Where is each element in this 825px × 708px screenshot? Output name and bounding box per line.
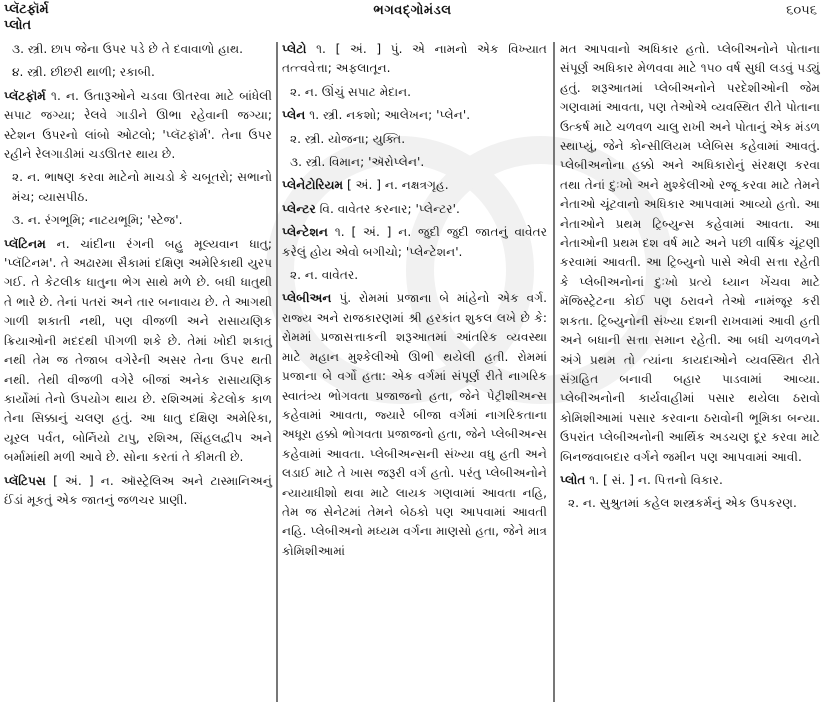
headword: પ્લેબીઅન xyxy=(282,291,332,306)
page-title: ભગવદ્ગોમંડલ xyxy=(373,3,452,18)
dictionary-entry xyxy=(282,40,547,79)
dictionary-entry xyxy=(282,289,547,561)
guide-word-top: પ્લૅટફૉર્મ xyxy=(4,2,49,17)
definition: ૧. સ્ત્રી. નકશો; આલેખન; 'પ્લેન'. xyxy=(305,108,471,123)
headword: પ્લેટો xyxy=(282,42,307,56)
headword: પ્લેન્ટેશન xyxy=(282,225,328,240)
dictionary-entry xyxy=(282,176,547,195)
definition: [ અં. ] ન. ઑસ્ટ્રેલિઅ અને ટાસ્માનિઅનું ઈંડાં મૂકતું એક જાતનું જળચર પ્રાણી. xyxy=(4,473,272,507)
definition: પું. રોમમાં પ્રજાના બે માંહેનો એક વર્ગ. રાજ્ય અને રાજકારણમાં શ્રી હરકાંત શુકલ લખે છે કે: રોમમાં પ્રજાસત્તાકની શરૂઆતમાં આંતરિક વ્યવસ્થા માટે મહાન મુશ્કેલીઓ ઊભી થયેલી હતી. રોમમાં પ્રજાના બે વર્ગો હતા: એક વર્ગમાં સંપૂર્ણ રીતે નાગરિક સ્વાતંત્ર્ય ભોગવતા પ્રજાજનો હતા, જેને પેટ્રીશીઅન્સ કહેવામાં આવતા, જ્યારે બીજા વર્ગમાં નાગરિકતાના અધૂરા હક્કો ભોગવતા પ્રજાજનો હતા, જેને પ્લેબીઅન્સ કહેવામાં આવતા. પ્લેબીઅન્સની સંખ્યા વધુ હતી અને લડાઈ માટે તે ખાસ જરૂરી વર્ગ હતો. પરંતુ પ્લેબીઅનોને ન્યાયાધીશો થવા માટે લાયક ગણવામાં આવતા નહિ, તેમ જ સેનેટમાં તેમને બેઠકો પણ આપવામાં આવતી નહિ. પ્લેબીઅનો મધ્યમ વર્ગના માણસો હતા, જેને માત્ર કોમિશીઆમાં xyxy=(282,291,547,558)
page-header xyxy=(0,0,825,40)
column-divider xyxy=(553,42,555,702)
guide-word-bottom: પ્લોત xyxy=(4,18,32,33)
definition: વિ. વાવેતર કરનાર; 'પ્લેન્ટર'. xyxy=(315,201,460,216)
definition: ૧. ન. ઉતારૂઓને ચડવા ઊતરવા માટે બાંધેલી સપાટ જગ્યા; રેલવે ગાડીને ઊભા રહેવાની જગ્યા; સ્ટેશન ઉપરનો લાંબો ઓટલો; 'પ્લૅટફૉર્મ'. તેના ઉપર રહીને રેલગાડીમાં ચડઊતર થાય છે. xyxy=(4,88,272,162)
headword: પ્લેન xyxy=(282,108,306,123)
sense: ૩. સ્ત્રી. છાપ જેના ઉપર પડે છે તે દવાવાળો હાથ. xyxy=(12,42,244,56)
entry-continuation: મત આપવાનો અધિકાર હતો. પ્લેબીઅનોને પોતાના સંપૂર્ણ અધિકાર મેળવવા માટે ૧૫૦ વર્ષ સુધી લડવું પડ્યું હતું. શરૂઆતમાં પ્લેબીઅનોને પરદેશીઓની જેમ ગણવામાં આવતા, પણ તેઓએ વ્યવસ્થિત રીતે પોતાના ઉત્કર્ષ માટે ચળવળ ચાલુ રાખી અને પોતાનું એક મંડળ સ્થાપ્યું, જેને કોન્સીલિયમ પ્લેબિસ કહેવામાં આવતું. પ્લેબીઅનોના હક્કો અને અધિકારોનું સંરક્ષણ કરવા તથા તેનાં દુઃખો અને મુશ્કેલીઓ રજૂ કરવા માટે તેમને નેતાઓ ચૂંટવાનો અધિકાર આપવામાં આવ્યો હતો. આ નેતાઓને પ્રથમ ટ્રિબ્યુન્સ કહેવામાં આવતા. આ નેતાઓની પ્રથમ દશ વર્ષ માટે અને પછી વાર્ષિક ચૂંટણી કરવામાં આવતી. આ ટ્રિબ્યુનો પાસે એવી સત્તા રહેતી કે પ્લેબીઅનોનાં દુઃખો પ્રત્યે ધ્યાન ખેંચવા માટે મૅજિસ્ટ્રેટના કોઈ પણ ઠરાવને તેઓ નામંજૂર કરી શકતા. ટ્રિબ્યુનોની સંખ્યા દશની રાખવામાં આવી હતી અને બધાની સત્તા સમાન રહેતી. આ બધી ચળવળને અંગે પ્રથમ તો ત્યાંના કાયદાઓને વ્યવસ્થિત રીતે સંગ્રહિત બનાવી બહાર પાડવામાં આવ્યા. પ્લેબીઅનોની કાર્યવાહીમાં પસાર થયેલા ઠરાવો કોમિશીઆમાં પસાર કરવાના ઠરાવોની ભૂમિકા બન્યા. ઉપરાંત પ્લેબીઅનોની આર્થિક અડચણ દૂર કરવા માટે બિનજવાબદાર વર્ગને જમીન પણ આપવામાં આવી. xyxy=(560,42,820,464)
dictionary-entry xyxy=(282,106,547,125)
dictionary-entry xyxy=(4,87,272,165)
sense: ૪. સ્ત્રી. છીછરી થાળી; રકાબી. xyxy=(12,65,155,80)
definition: ન. ચાંદીના રંગની બહુ મૂલ્યવાન ધાતુ; 'પ્લૅટિનમ'. તે અઢારમા સૈકામાં દક્ષિણ અમેરિકાથી યુરપ ગઈ. તે કેટલીક ધાતુના ભેગ સાથે મળે છે. બધી ધાતુથી તે ભારે છે. તેનાં પતરાં અને તાર બનાવાય છે. તે આગથી ગાળી શકાતી નથી, પણ વીજળી અને રાસાયણિક ક્રિયાઓની મદદથી પીગળી શકે છે. તેમાં ખોદી શકાતું નથી તેમ જ તેજાબ વગેરેની અસર તેના ઉપર થતી નથી. તેથી વીજળી વગેરે બીજાં અનેક રાસાયણિક કાર્યોમાં તેનો ઉપયોગ થાય છે. રશિઅમાં કેટલોક કાળ તેના સિક્કાનું ચલણ હતું. આ ધાતુ દક્ષિણ અમેરિકા, યૂરલ પર્વત, બોર્નિયો ટાપુ, રશિઅ, સિંહલદ્વીપ અને બર્મામાંથી મળી આવે છે. સોના કરતાં તે કીમતી છે. xyxy=(4,236,272,465)
headword: પ્લેનેટોરિયમ xyxy=(282,178,344,193)
sense: ૩. સ્ત્રી. વિમાન; 'ઍરોપ્લેન'. xyxy=(290,155,425,170)
headword: પ્લોત xyxy=(560,472,586,487)
column-divider xyxy=(276,42,278,702)
definition: ૧. [ સં. ] ન. પિત્તનો વિકાર. xyxy=(585,472,723,487)
dictionary-entry xyxy=(4,472,272,511)
sense: ૨. ન. ભાષણ કરવા માટેનો માચડો કે ચબૂતરો; સભાનો મંચ; વ્યાસપીઠ. xyxy=(12,170,272,204)
sense: ૨. ન. સુશ્રુતમાં કહેલ શસ્ત્રકર્મનું એક ઉપકરણ. xyxy=(568,496,797,511)
column-right xyxy=(560,40,820,700)
page-number: ૬૦૫૬ xyxy=(786,3,817,18)
sense: ૩. ન. રંગભૂમિ; નાટયભૂમિ; 'સ્ટેજ'. xyxy=(12,213,183,228)
headword: પ્લૅટિનમ xyxy=(4,236,46,251)
column-middle xyxy=(282,40,547,700)
sense: ૨. ન. વાવેતર. xyxy=(290,268,359,283)
column-left xyxy=(4,40,272,700)
headword: પ્લૅટિપસ xyxy=(4,473,46,488)
sense: ૨. સ્ત્રી. યોજના; યુક્તિ. xyxy=(290,131,406,146)
headword: પ્લેન્ટર xyxy=(282,201,316,216)
dictionary-entry xyxy=(560,471,820,490)
definition: ૧. [ અં. ] ન. જુદી જુદી જાતનું વાવેતર કરેલું હોય એવો બગીચો; 'પ્લેન્ટેશન'. xyxy=(282,225,547,259)
dictionary-columns xyxy=(0,40,825,708)
dictionary-entry xyxy=(4,235,272,468)
sense: ૨. ન. ઊંચું સપાટ મેદાન. xyxy=(290,84,412,99)
dictionary-entry xyxy=(282,200,547,219)
definition: ૧. [ અં. ] પું. એ નામનો એક વિખ્યાત તત્ત્વવેત્તા; અફલાતૂન. xyxy=(282,42,547,76)
headword: પ્લૅટફૉર્મ xyxy=(4,88,46,103)
dictionary-entry xyxy=(282,223,547,262)
definition: [ અં. ] ન. નક્ષત્રગૃહ. xyxy=(343,178,449,193)
